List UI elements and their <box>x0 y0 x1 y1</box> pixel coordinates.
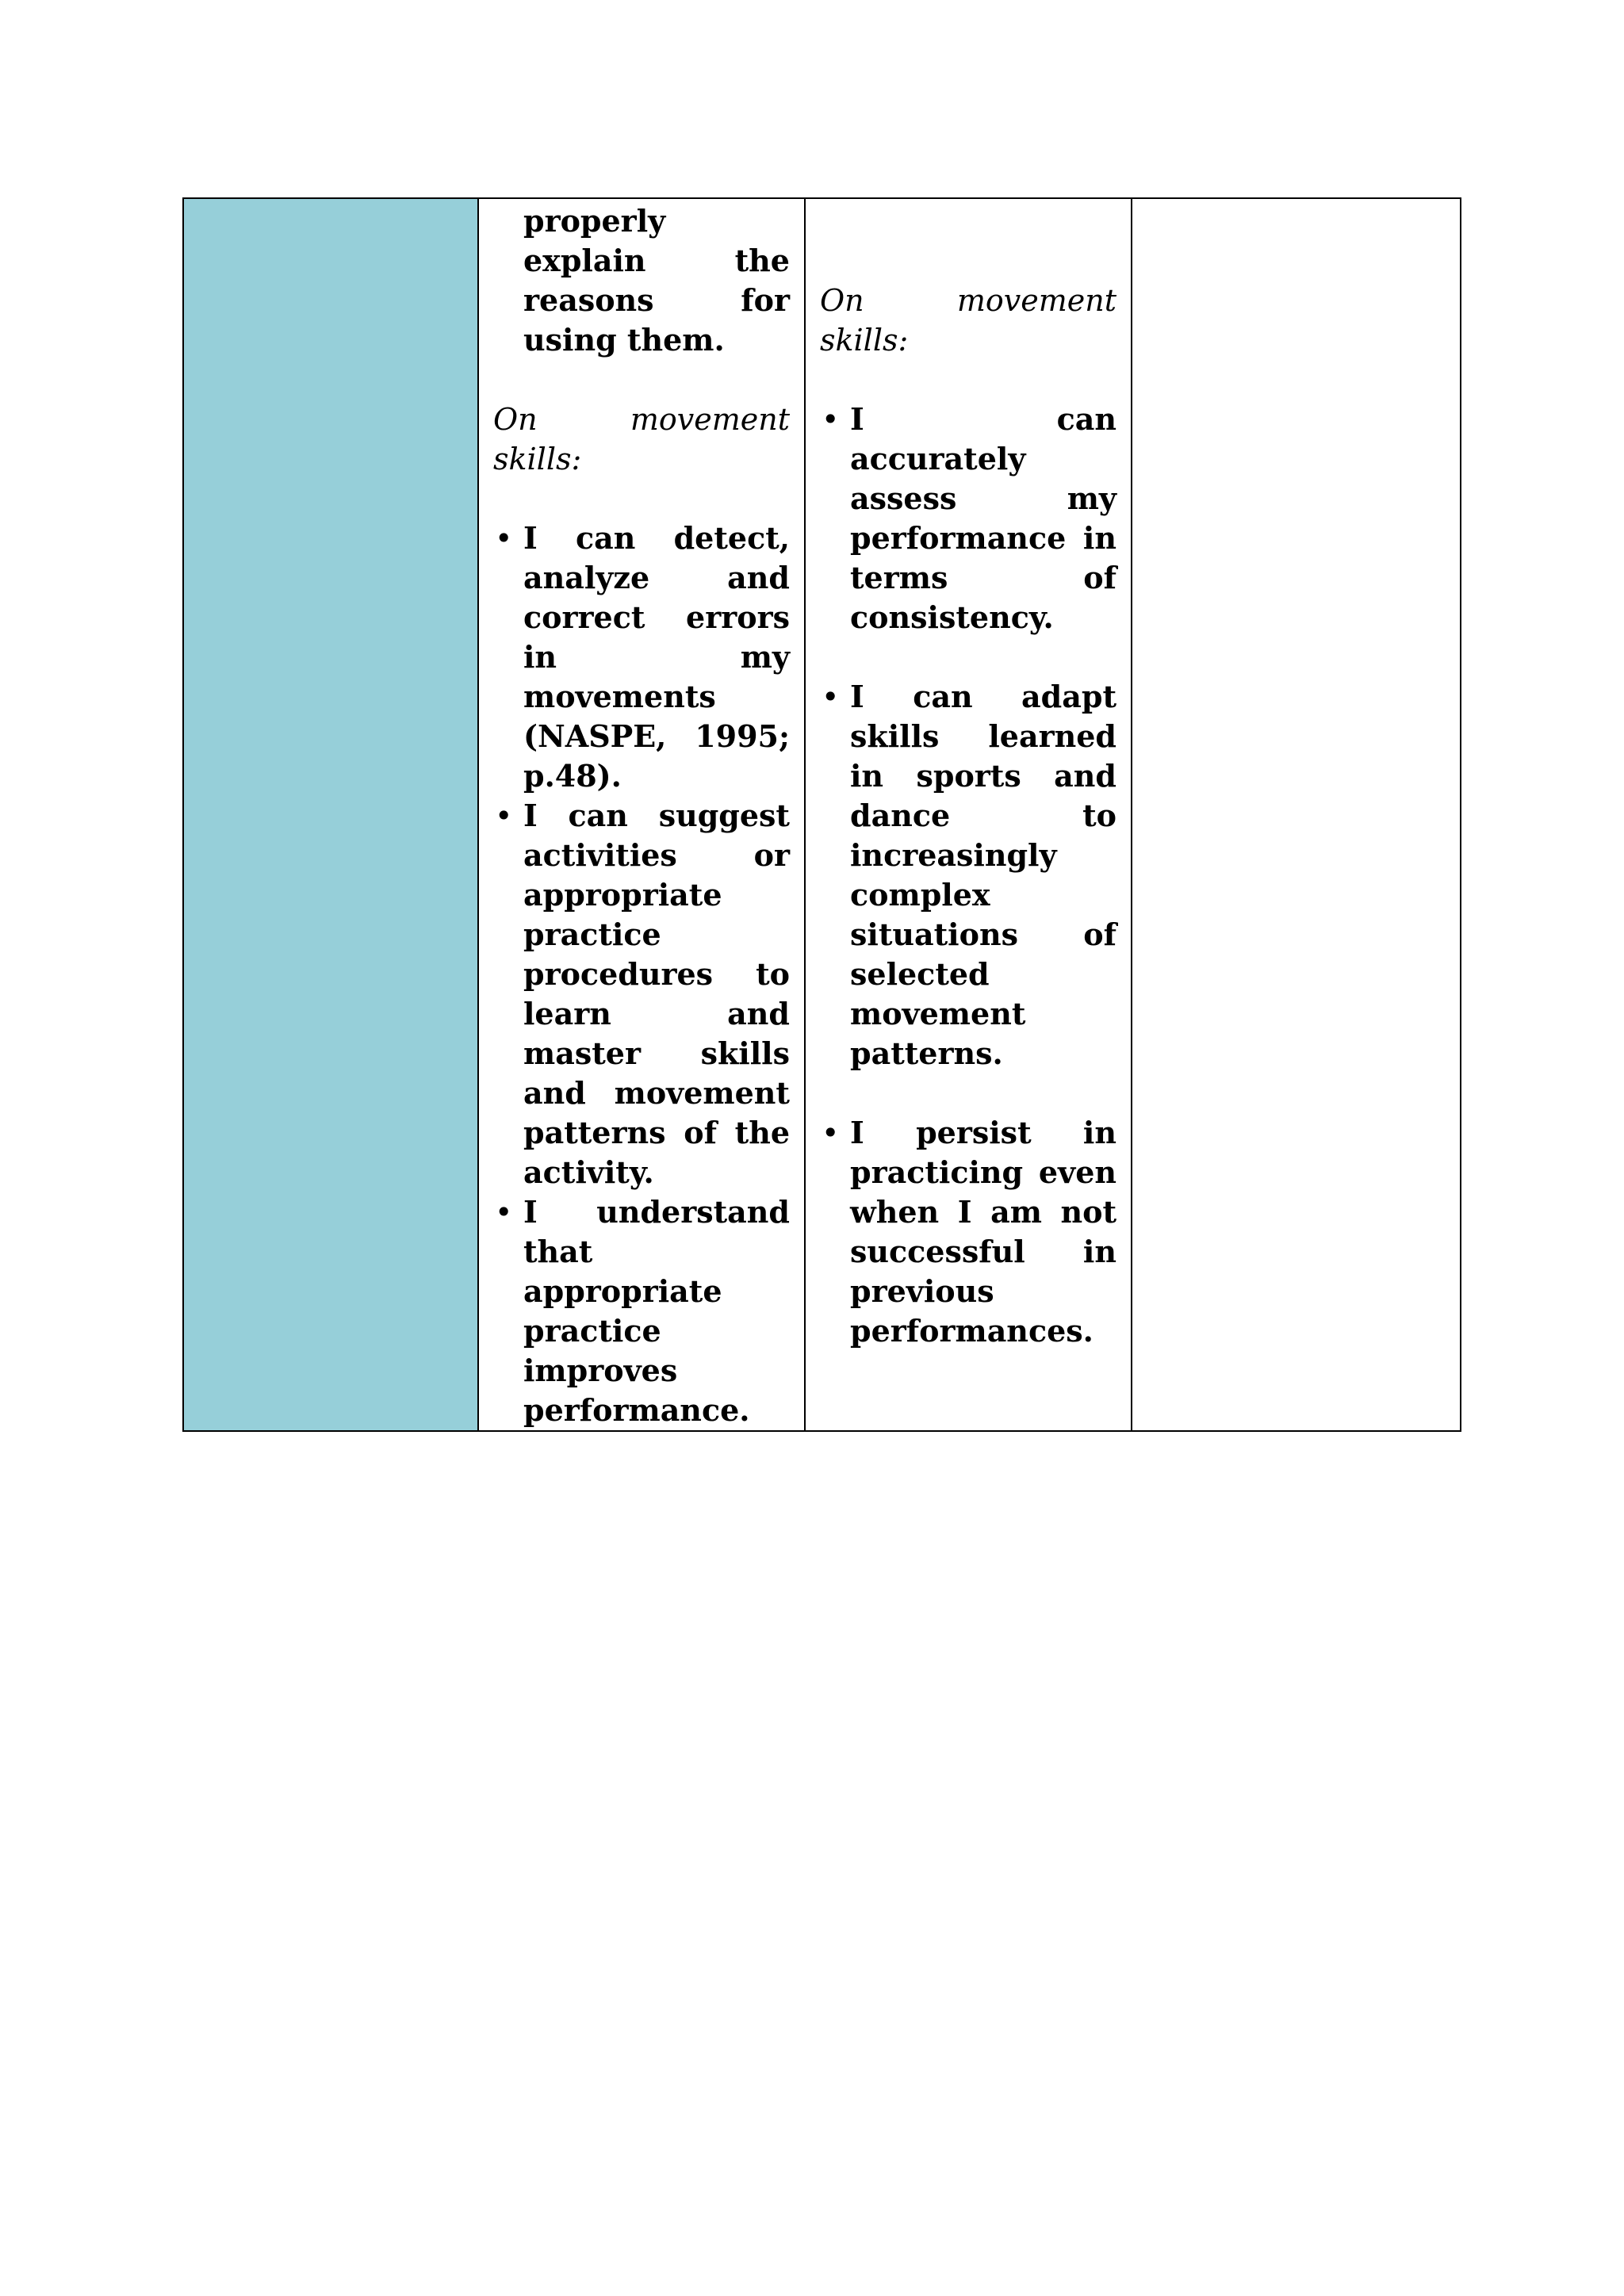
section-heading: On movement skills: <box>493 402 790 476</box>
bullet-icon: • <box>822 1115 840 1150</box>
table-row <box>183 198 1461 1431</box>
section-heading: On movement skills: <box>820 283 1116 358</box>
bullet-icon: • <box>822 679 840 714</box>
shaded-label-cell <box>183 198 478 1431</box>
learning-targets-cell <box>478 198 805 1431</box>
bullet-icon: • <box>495 521 513 556</box>
bullet-list <box>493 519 790 1430</box>
list-item: • I can suggest activities or appropriate practice procedures to learn and master skills and movement patterns of the activity. <box>495 798 790 1190</box>
list-item: • I understand that appropriate practice improves performance. <box>495 1194 790 1428</box>
continued-paragraph: properly explain the reasons for using them. <box>523 203 790 358</box>
list-item: • I persist in practicing even when I am not successful in previous performances. <box>822 1115 1116 1349</box>
empty-cell <box>1132 198 1461 1431</box>
list-item: • I can adapt skills learned in sports and dance to increasingly complex situations of selected movement patterns. <box>822 679 1116 1071</box>
list-item: • I can accurately assess my performance in terms of consistency. <box>822 401 1116 635</box>
bullet-icon: • <box>822 402 840 437</box>
bullet-list <box>820 400 1116 1351</box>
bullet-icon: • <box>495 798 513 833</box>
list-item: • I can detect, analyze and correct errors in my movements (NASPE, 1995; p.48). <box>495 520 790 794</box>
performance-cell <box>805 198 1132 1431</box>
bullet-icon: • <box>495 1195 513 1230</box>
outcomes-table <box>182 197 1461 1432</box>
